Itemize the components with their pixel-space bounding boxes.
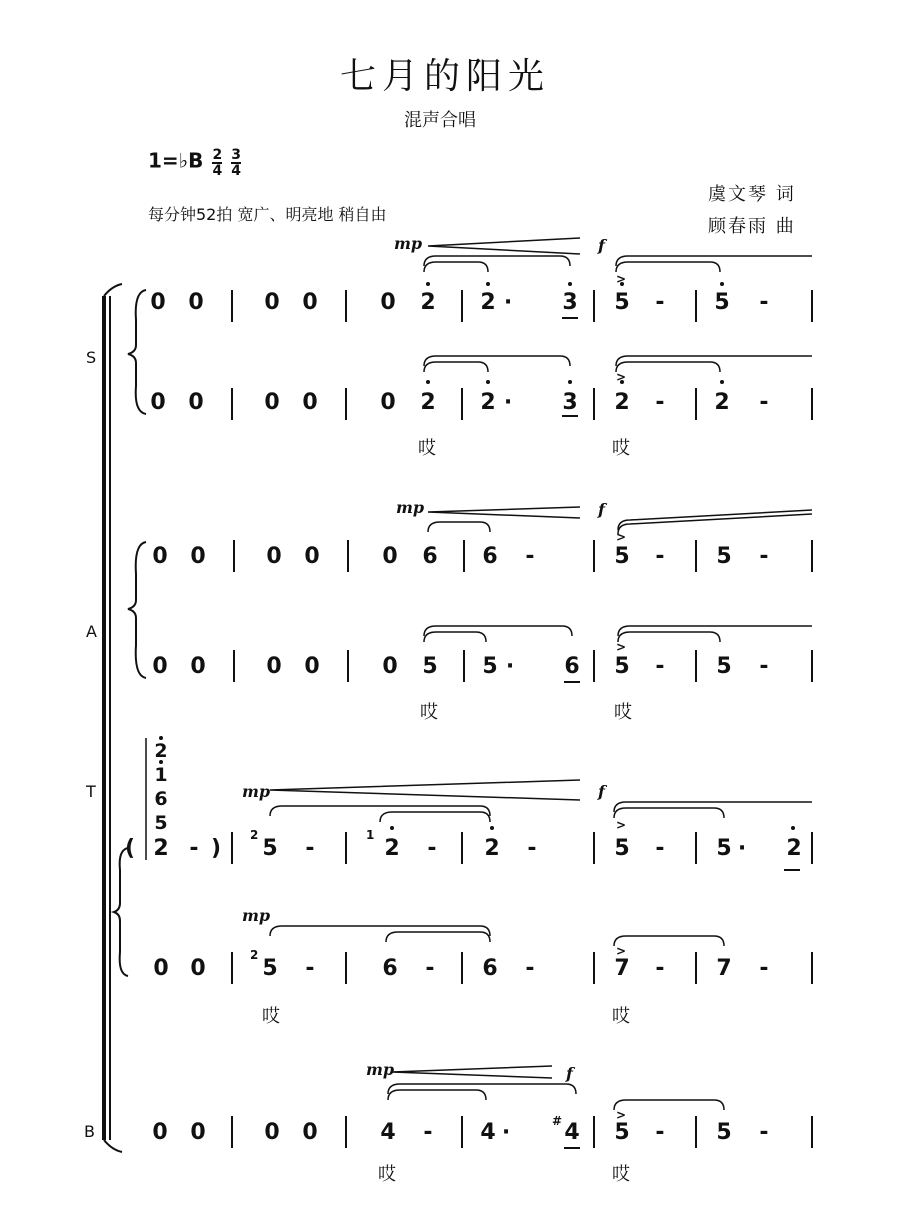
note: 5 [614, 1120, 630, 1145]
accent-b: > [616, 1108, 627, 1122]
dash: - [759, 290, 769, 315]
note: 0 [302, 290, 318, 315]
time-signature-2-4: $\frac{2}{4}$ [212, 147, 223, 179]
note: 0 [190, 654, 206, 679]
note: 3 [562, 390, 578, 415]
note: 0 [304, 654, 320, 679]
note: 2 [420, 390, 436, 415]
dash: - [759, 390, 769, 415]
dash: - [655, 654, 665, 679]
chord-note: 5 [154, 812, 168, 834]
dash: - [427, 836, 437, 861]
accent-a1: > [616, 530, 627, 544]
note: 2 [714, 390, 730, 415]
song-title: 七月的阳光 [340, 56, 551, 97]
dynamic-f-bass: f [566, 1064, 573, 1083]
note: 0 [152, 654, 168, 679]
note-dot: · [503, 390, 513, 415]
dash: - [655, 956, 665, 981]
note-dot: · [737, 836, 747, 861]
dash: - [305, 956, 315, 981]
lyric: 哎 [614, 702, 632, 723]
open-paren: ( [124, 836, 136, 861]
lyric: 哎 [262, 1006, 280, 1027]
note: 7 [716, 956, 732, 981]
accent-s1: > [616, 272, 627, 286]
note: 0 [190, 1120, 206, 1145]
dynamic-mp-tenor2: mp [242, 906, 271, 925]
note: 0 [264, 390, 280, 415]
dynamic-mp-bass: mp [366, 1060, 395, 1079]
note: 6 [422, 544, 438, 569]
note: 0 [266, 544, 282, 569]
note: 2 [484, 836, 500, 861]
note: 5 [614, 290, 630, 315]
note: 0 [380, 290, 396, 315]
note: 0 [150, 390, 166, 415]
lyric: 哎 [612, 1006, 630, 1027]
note: 5 [716, 1120, 732, 1145]
note: 0 [382, 654, 398, 679]
note: 6 [482, 956, 498, 981]
dynamic-f-alto: f [598, 500, 605, 519]
part-label-alto: A [86, 622, 97, 641]
dash: - [305, 836, 315, 861]
chord-note: 1 [154, 764, 168, 786]
accent-s2: > [616, 370, 627, 384]
accent-t2: > [616, 944, 627, 958]
dash: - [759, 654, 769, 679]
note: 2 [480, 390, 496, 415]
dash: - [759, 544, 769, 569]
note: 5 [714, 290, 730, 315]
dash: - [655, 390, 665, 415]
dash: - [423, 1120, 433, 1145]
note: 0 [302, 390, 318, 415]
dash: - [655, 836, 665, 861]
close-paren: ) [210, 836, 222, 861]
note: 0 [266, 654, 282, 679]
note: 2 [384, 836, 400, 861]
dynamic-mp-alto: mp [396, 498, 425, 517]
note: 0 [190, 544, 206, 569]
song-subtitle: 混声合唱 [404, 110, 476, 131]
dynamic-mp-soprano: mp [394, 234, 423, 253]
note: 5 [262, 956, 278, 981]
dash: - [425, 956, 435, 981]
note: 2 [614, 390, 630, 415]
note: 0 [304, 544, 320, 569]
note: 6 [564, 654, 580, 679]
part-label-bass: B [84, 1122, 95, 1141]
part-label-tenor: T [86, 782, 96, 801]
grace-note: 2 [250, 948, 259, 962]
note: 6 [382, 956, 398, 981]
key-label: 1=♭B [148, 148, 204, 173]
note: 0 [382, 544, 398, 569]
tempo-marking: 每分钟52拍 宽广、明亮地 稍自由 [148, 205, 387, 224]
chord-note: 2 [154, 740, 168, 762]
note: 5 [262, 836, 278, 861]
dynamic-f-tenor: f [598, 782, 605, 801]
note: 0 [188, 390, 204, 415]
note: 6 [482, 544, 498, 569]
note: 0 [152, 544, 168, 569]
note: 4 [380, 1120, 396, 1145]
note: 2 [420, 290, 436, 315]
note: 4 [564, 1120, 580, 1145]
note: 5 [482, 654, 498, 679]
note: 5 [614, 654, 630, 679]
note: 0 [152, 1120, 168, 1145]
dynamic-f-soprano: f [598, 236, 605, 255]
dash: - [189, 836, 199, 861]
lyric: 哎 [378, 1164, 396, 1185]
grace-note: 2 [250, 828, 259, 842]
note: 0 [264, 290, 280, 315]
note: 5 [716, 654, 732, 679]
note: 0 [153, 956, 169, 981]
note: 7 [614, 956, 630, 981]
note-dot: · [503, 290, 513, 315]
composer-credit: 顾春雨 曲 [708, 216, 796, 237]
note: 2 [480, 290, 496, 315]
note: 0 [302, 1120, 318, 1145]
note-dot: · [501, 1120, 511, 1145]
accent-a2: > [616, 640, 627, 654]
dash: - [759, 956, 769, 981]
note: 4 [480, 1120, 496, 1145]
lyric: 哎 [418, 438, 436, 459]
note: 2 [153, 836, 169, 861]
dash: - [655, 1120, 665, 1145]
accent-t1: > [616, 818, 627, 832]
chord-note: 6 [154, 788, 168, 810]
sharp-sign: # [552, 1114, 563, 1128]
note: 0 [264, 1120, 280, 1145]
dash: - [655, 290, 665, 315]
dynamic-mp-tenor: mp [242, 782, 271, 801]
dash: - [525, 544, 535, 569]
lyric: 哎 [612, 1164, 630, 1185]
note: 5 [614, 836, 630, 861]
dash: - [527, 836, 537, 861]
note: 5 [422, 654, 438, 679]
note: 0 [150, 290, 166, 315]
grace-note: 1 [366, 828, 375, 842]
note: 5 [614, 544, 630, 569]
lyric: 哎 [612, 438, 630, 459]
note: 0 [380, 390, 396, 415]
lyricist-credit: 虞文琴 词 [708, 184, 796, 205]
dash: - [655, 544, 665, 569]
note: 0 [190, 956, 206, 981]
part-label-soprano: S [86, 348, 97, 367]
time-signature-3-4: $\frac{3}{4}$ [231, 147, 242, 179]
note: 3 [562, 290, 578, 315]
note-dot: · [505, 654, 515, 679]
note: 2 [786, 836, 802, 861]
note: 5 [716, 544, 732, 569]
dash: - [759, 1120, 769, 1145]
lyric: 哎 [420, 702, 438, 723]
note: 0 [188, 290, 204, 315]
note: 5 [716, 836, 732, 861]
dash: - [525, 956, 535, 981]
